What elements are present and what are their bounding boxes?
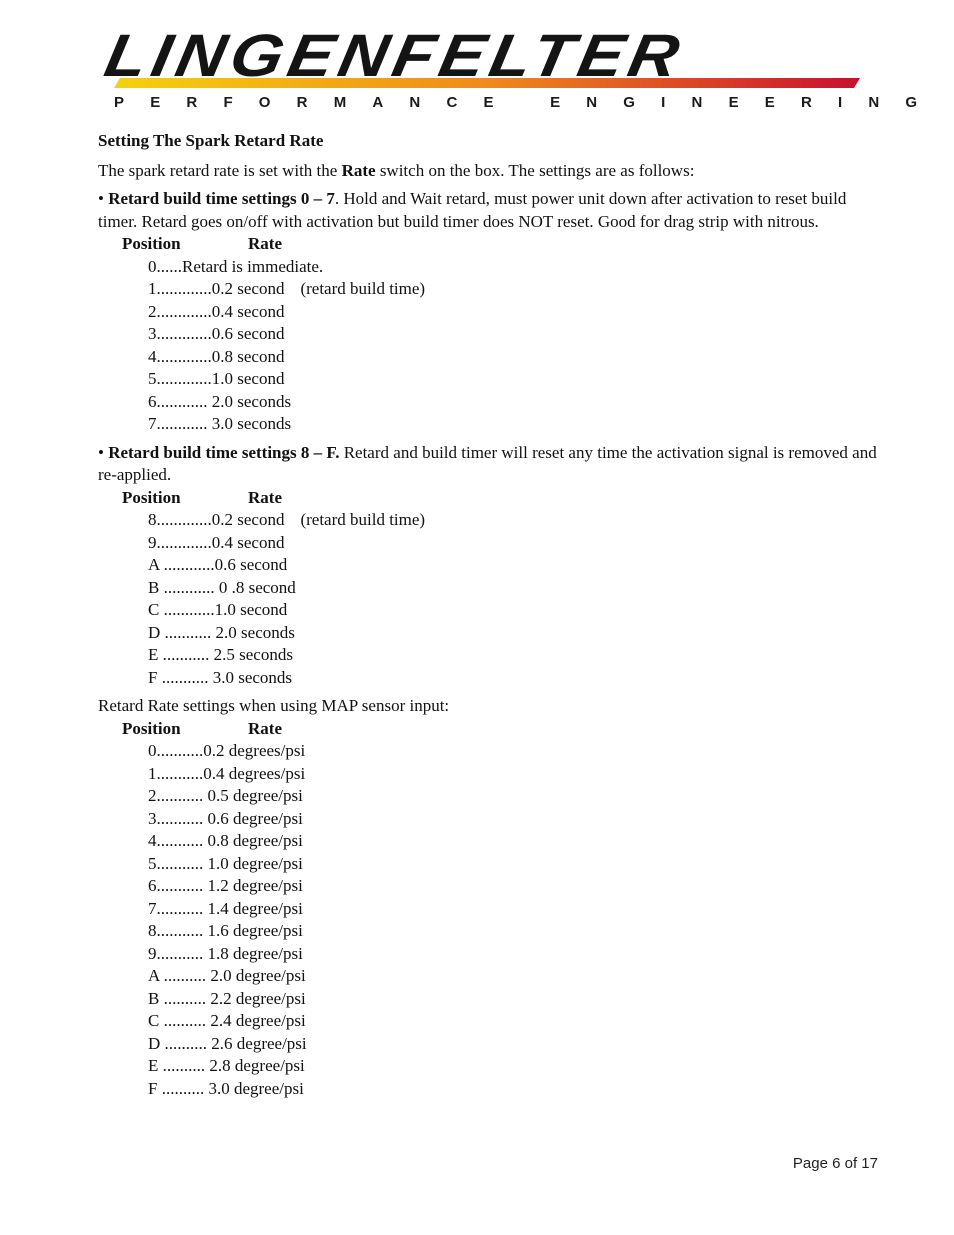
row-position: A ............: [148, 555, 215, 574]
table-row: [148, 509, 888, 532]
col-position: Position: [122, 718, 181, 738]
row-position: E ..........: [148, 1056, 210, 1075]
row-rate: 0.8 degree/psi: [207, 831, 303, 850]
table-row: [148, 785, 888, 808]
row-position: A ..........: [148, 966, 211, 985]
row-rate: 3.0 seconds: [211, 414, 292, 433]
table-row: [148, 323, 888, 346]
intro-text: The spark retard rate is set with the: [98, 160, 342, 180]
bullet: •: [98, 442, 109, 462]
row-rate: 0.4 degrees/psi: [203, 763, 306, 783]
row-position: 7............: [148, 414, 212, 433]
row-rate: 2.5 seconds: [213, 645, 293, 664]
section2-table-header: [122, 487, 888, 510]
table-row: [148, 278, 888, 301]
table-row: [148, 301, 888, 324]
row-position: 2...........: [148, 786, 208, 805]
row-rate: 2.2 degree/psi: [210, 988, 306, 1008]
table-row: [148, 391, 888, 414]
table-row: [148, 1010, 888, 1033]
section2-text: Retard and build timer will reset any time the activation signal is removed and re-applied.: [98, 442, 877, 484]
table-row: [148, 1033, 888, 1056]
row-position: 1...........: [148, 763, 204, 783]
section3-table: [98, 740, 888, 1100]
row-position: F ...........: [148, 667, 213, 687]
row-rate: 0.4 second: [211, 301, 285, 321]
row-position: 9.............: [148, 532, 212, 552]
table-row: [148, 667, 888, 690]
row-rate: 0.6 second: [211, 324, 285, 343]
col-rate: Rate: [248, 234, 282, 253]
table-row: [148, 1078, 888, 1101]
table-row: [148, 920, 888, 943]
page-number: Page 6 of 17: [792, 1155, 878, 1172]
row-rate: 1.0 second: [214, 600, 288, 619]
table-row: [148, 368, 888, 391]
row-rate: 2.0 seconds: [211, 391, 292, 411]
section-heading: Setting The Spark Retard Rate: [98, 131, 324, 150]
table-row: [148, 875, 888, 898]
row-position: 5.............: [148, 369, 212, 388]
row-position: C ..........: [148, 1011, 211, 1030]
company-logo: [99, 22, 944, 112]
table-row: [148, 898, 888, 921]
table-row: [148, 740, 888, 763]
row-rate: 1.4 degree/psi: [207, 898, 303, 918]
intro-paragraph: [98, 160, 888, 183]
table-row: [148, 599, 888, 622]
section3-table-header: [122, 718, 888, 741]
row-position: 3...........: [148, 808, 208, 828]
row-position: D ...........: [148, 622, 216, 642]
row-position: B ............: [148, 577, 219, 597]
col-position: Position: [122, 234, 181, 253]
row-position: 9...........: [148, 943, 208, 963]
row-rate: 0.4 second: [211, 532, 285, 552]
row-rate: 3.0 degree/psi: [208, 1078, 304, 1098]
row-rate: 0.2 second: [211, 510, 285, 529]
table-row: [148, 943, 888, 966]
table-row: [148, 532, 888, 555]
row-position: 4.............: [148, 346, 212, 366]
row-position: D ..........: [148, 1033, 212, 1053]
section1-bold: Retard build time settings 0 – 7: [108, 189, 335, 208]
section1-table-header: [122, 233, 888, 256]
table-row: [148, 622, 888, 645]
row-rate: 0.2 second: [211, 279, 285, 298]
row-rate: 0 .8 second: [218, 577, 296, 597]
logo-wordmark: LINGENFELTER: [99, 22, 691, 89]
row-rate: 0.6 degree/psi: [207, 808, 303, 828]
row-rate: 2.4 degree/psi: [210, 1011, 306, 1030]
row-rate: 0.6 second: [214, 555, 288, 574]
row-position: 2.............: [148, 301, 212, 321]
section1-text: . Hold and Wait retard, must power unit down after activation to reset build timer. Retard goes on/off with activation but build timer does NOT reset. Good for drag strip with nitrous.: [98, 189, 847, 231]
col-position: Position: [122, 487, 181, 507]
row-rate: 1.6 degree/psi: [207, 921, 303, 940]
section2-table: [98, 509, 888, 689]
section2-bold: Retard build time settings 8 – F.: [108, 442, 340, 462]
row-position: 4...........: [148, 831, 208, 850]
logo-subtitle: PERFORMANCE ENGINEERING: [114, 94, 944, 111]
table-row: [148, 577, 888, 600]
row-rate: 2.8 degree/psi: [209, 1056, 305, 1075]
row-position: 0...........: [148, 741, 204, 760]
row-rate: Retard is immediate.: [182, 256, 324, 276]
intro-bold: Rate: [341, 160, 376, 180]
row-position: 6............: [148, 391, 212, 411]
row-position: 5...........: [148, 853, 208, 873]
row-position: C ............: [148, 600, 215, 619]
row-note: (retard build time): [300, 510, 426, 529]
row-position: E ...........: [148, 645, 214, 664]
document-body: [98, 130, 888, 1100]
row-position: 6...........: [148, 876, 208, 895]
table-row: [148, 1055, 888, 1078]
row-rate: 1.2 degree/psi: [207, 876, 303, 895]
row-position: B ..........: [148, 988, 211, 1008]
table-row: [148, 808, 888, 831]
section1-table: [98, 256, 888, 436]
section3-paragraph: Retard Rate settings when using MAP sensor input:: [98, 696, 450, 715]
section1-paragraph: [98, 188, 888, 233]
row-rate: 1.0 degree/psi: [207, 853, 303, 873]
row-rate: 2.0 degree/psi: [210, 966, 306, 985]
row-position: 7...........: [148, 898, 208, 918]
row-rate: 1.0 second: [211, 369, 285, 388]
table-row: [148, 853, 888, 876]
row-position: F ..........: [148, 1078, 209, 1098]
row-rate: 0.8 second: [211, 346, 285, 366]
row-position: 3.............: [148, 324, 212, 343]
row-rate: 3.0 seconds: [212, 667, 293, 687]
col-rate: Rate: [248, 487, 282, 507]
intro-text-end: switch on the box. The settings are as follows:: [375, 160, 695, 180]
table-row: [148, 763, 888, 786]
col-rate: Rate: [248, 718, 282, 738]
row-rate: 2.0 seconds: [215, 622, 295, 642]
table-row: [148, 644, 888, 667]
table-row: [148, 988, 888, 1011]
row-rate: 2.6 degree/psi: [211, 1033, 307, 1053]
table-row: [148, 965, 888, 988]
bullet: •: [98, 189, 109, 208]
row-position: 0......: [148, 256, 182, 276]
table-row: [148, 830, 888, 853]
row-rate: 0.5 degree/psi: [207, 786, 303, 805]
table-row: [148, 413, 888, 436]
table-row: [148, 256, 888, 279]
row-position: 8...........: [148, 921, 208, 940]
table-row: [148, 554, 888, 577]
table-row: [148, 346, 888, 369]
row-position: 8.............: [148, 510, 212, 529]
row-rate: 1.8 degree/psi: [207, 943, 303, 963]
row-rate: 0.2 degrees/psi: [203, 741, 306, 760]
section2-paragraph: [98, 442, 888, 487]
row-note: (retard build time): [300, 279, 426, 298]
row-position: 1.............: [148, 279, 212, 298]
